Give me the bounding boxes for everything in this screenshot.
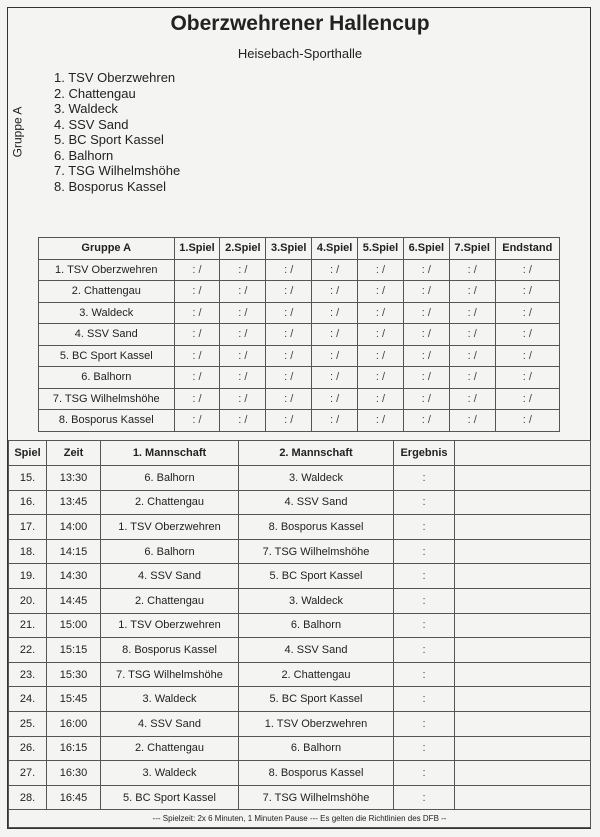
home-team: 1. TSV Oberzwehren — [101, 515, 239, 540]
away-team: 8. Bosporus Kassel — [239, 761, 394, 786]
schedule-row — [9, 515, 591, 540]
match-time: 13:45 — [47, 490, 101, 515]
score-cell: : / — [358, 324, 404, 346]
score-cell: : / — [403, 302, 449, 324]
team-list-item: 1. TSV Oberzwehren — [54, 70, 176, 85]
match-number: 23. — [9, 662, 47, 687]
result-cell: : — [394, 564, 455, 589]
home-team: 8. Bosporus Kassel — [101, 638, 239, 663]
match-number: 27. — [9, 761, 47, 786]
schedule-footer: --- Spielzeit: 2x 6 Minuten, 1 Minuten Pause --- Es gelten die Richtlinien des DFB -- — [9, 810, 591, 828]
schedule-header: Zeit — [47, 441, 101, 466]
score-cell: : / — [403, 324, 449, 346]
score-cell: : / — [358, 259, 404, 281]
home-team: 5. BC Sport Kassel — [101, 785, 239, 810]
schedule-header: Ergebnis — [394, 441, 455, 466]
score-cell: : / — [266, 302, 312, 324]
match-time: 15:45 — [47, 687, 101, 712]
score-cell: : / — [449, 410, 495, 432]
group-table-row — [39, 324, 560, 346]
score-cell: : / — [220, 410, 266, 432]
score-cell: : / — [312, 410, 358, 432]
notes-cell — [455, 588, 591, 613]
score-cell: : / — [449, 259, 495, 281]
score-cell: : / — [174, 324, 220, 346]
result-cell: : — [394, 539, 455, 564]
match-time: 14:30 — [47, 564, 101, 589]
score-cell: : / — [266, 367, 312, 389]
home-team: 3. Waldeck — [101, 761, 239, 786]
notes-cell — [455, 466, 591, 491]
team-name: 5. BC Sport Kassel — [39, 345, 175, 367]
score-cell: : / — [358, 388, 404, 410]
score-cell: : / — [495, 324, 559, 346]
away-team: 8. Bosporus Kassel — [239, 515, 394, 540]
score-cell: : / — [449, 345, 495, 367]
schedule-row — [9, 687, 591, 712]
score-cell: : / — [174, 410, 220, 432]
score-cell: : / — [266, 281, 312, 303]
score-cell: : / — [358, 345, 404, 367]
schedule-header: 1. Mannschaft — [101, 441, 239, 466]
schedule-row — [9, 490, 591, 515]
match-number: 19. — [9, 564, 47, 589]
schedule-row — [9, 711, 591, 736]
home-team: 1. TSV Oberzwehren — [101, 613, 239, 638]
notes-cell — [455, 490, 591, 515]
team-list-item: 6. Balhorn — [54, 147, 114, 163]
schedule-row — [9, 761, 591, 786]
group-table-row — [39, 345, 560, 367]
result-cell: : — [394, 761, 455, 786]
score-cell: : / — [220, 388, 266, 410]
match-number: 20. — [9, 588, 47, 613]
schedule-header — [455, 441, 591, 466]
team-name: 3. Waldeck — [39, 302, 175, 324]
result-cell: : — [394, 711, 455, 736]
team-name: 7. TSG Wilhelmshöhe — [39, 388, 175, 410]
venue: Heisebach-Sporthalle — [237, 46, 363, 61]
score-cell: : / — [312, 345, 358, 367]
match-time: 16:15 — [47, 736, 101, 761]
group-table-row — [39, 281, 560, 303]
match-number: 25. — [9, 711, 47, 736]
home-team: 6. Balhorn — [101, 539, 239, 564]
result-cell: : — [394, 736, 455, 761]
match-number: 26. — [9, 736, 47, 761]
group-table-header: 5.Spiel — [358, 238, 404, 260]
away-team: 4. SSV Sand — [239, 490, 394, 515]
score-cell: : / — [174, 259, 220, 281]
score-cell: : / — [495, 410, 559, 432]
group-table-row — [39, 410, 560, 432]
home-team: 2. Chattengau — [101, 588, 239, 613]
score-cell: : / — [174, 281, 220, 303]
away-team: 2. Chattengau — [239, 662, 394, 687]
match-time: 16:45 — [47, 785, 101, 810]
schedule-row — [9, 662, 591, 687]
schedule-row — [9, 638, 591, 663]
notes-cell — [455, 736, 591, 761]
group-table-header: Endstand — [495, 238, 559, 260]
away-team: 4. SSV Sand — [239, 638, 394, 663]
score-cell: : / — [220, 367, 266, 389]
away-team: 5. BC Sport Kassel — [239, 687, 394, 712]
score-cell: : / — [449, 388, 495, 410]
score-cell: : / — [220, 259, 266, 281]
home-team: 3. Waldeck — [101, 687, 239, 712]
schedule-header: Spiel — [9, 441, 47, 466]
away-team: 5. BC Sport Kassel — [239, 564, 394, 589]
group-table-header: 7.Spiel — [449, 238, 495, 260]
result-cell: : — [394, 785, 455, 810]
result-cell: : — [394, 588, 455, 613]
match-number: 16. — [9, 490, 47, 515]
score-cell: : / — [358, 410, 404, 432]
group-table-row — [39, 259, 560, 281]
schedule-footer-row — [9, 810, 591, 828]
match-number: 22. — [9, 638, 47, 663]
score-cell: : / — [403, 367, 449, 389]
home-team: 4. SSV Sand — [101, 711, 239, 736]
notes-cell — [455, 539, 591, 564]
score-cell: : / — [495, 259, 559, 281]
match-time: 14:15 — [47, 539, 101, 564]
score-cell: : / — [220, 302, 266, 324]
team-name: 8. Bosporus Kassel — [39, 410, 175, 432]
group-table-header: 3.Spiel — [266, 238, 312, 260]
home-team: 4. SSV Sand — [101, 564, 239, 589]
group-table-row — [39, 302, 560, 324]
score-cell: : / — [495, 367, 559, 389]
match-number: 28. — [9, 785, 47, 810]
group-standings-table — [38, 237, 560, 432]
match-time: 15:15 — [47, 638, 101, 663]
match-time: 16:00 — [47, 711, 101, 736]
match-time: 13:30 — [47, 466, 101, 491]
score-cell: : / — [174, 345, 220, 367]
team-list — [54, 70, 180, 194]
score-cell: : / — [403, 388, 449, 410]
score-cell: : / — [403, 410, 449, 432]
score-cell: : / — [495, 302, 559, 324]
score-cell: : / — [449, 281, 495, 303]
score-cell: : / — [266, 388, 312, 410]
score-cell: : / — [495, 388, 559, 410]
page-title: Oberzwehrener Hallencup — [170, 12, 430, 35]
group-table-header: 4.Spiel — [312, 238, 358, 260]
away-team: 7. TSG Wilhelmshöhe — [239, 785, 394, 810]
schedule-row — [9, 613, 591, 638]
result-cell: : — [394, 490, 455, 515]
team-list-item: 4. SSV Sand — [54, 116, 129, 132]
group-table-row — [39, 367, 560, 389]
score-cell: : / — [403, 259, 449, 281]
away-team: 6. Balhorn — [239, 736, 394, 761]
schedule-row — [9, 564, 591, 589]
notes-cell — [455, 613, 591, 638]
team-list-item: 8. Bosporus Kassel — [54, 178, 167, 194]
score-cell: : / — [174, 367, 220, 389]
match-time: 16:30 — [47, 761, 101, 786]
home-team: 2. Chattengau — [101, 490, 239, 515]
score-cell: : / — [403, 281, 449, 303]
away-team: 3. Waldeck — [239, 588, 394, 613]
score-cell: : / — [174, 388, 220, 410]
match-time: 14:45 — [47, 588, 101, 613]
group-table-header: Gruppe A — [39, 238, 175, 260]
team-name: 6. Balhorn — [39, 367, 175, 389]
match-number: 15. — [9, 466, 47, 491]
score-cell: : / — [174, 302, 220, 324]
notes-cell — [455, 662, 591, 687]
score-cell: : / — [312, 388, 358, 410]
schedule-table — [8, 440, 591, 828]
score-cell: : / — [266, 410, 312, 432]
result-cell: : — [394, 466, 455, 491]
match-time: 15:00 — [47, 613, 101, 638]
match-number: 18. — [9, 539, 47, 564]
team-list-item: 3. Waldeck — [54, 101, 118, 116]
team-list-item: 7. TSG Wilhelmshöhe — [54, 163, 181, 178]
score-cell: : / — [312, 302, 358, 324]
score-cell: : / — [220, 324, 266, 346]
home-team: 7. TSG Wilhelmshöhe — [101, 662, 239, 687]
score-cell: : / — [266, 345, 312, 367]
match-time: 15:30 — [47, 662, 101, 687]
score-cell: : / — [312, 324, 358, 346]
schedule-row — [9, 588, 591, 613]
schedule-header: 2. Mannschaft — [239, 441, 394, 466]
score-cell: : / — [358, 367, 404, 389]
result-cell: : — [394, 515, 455, 540]
group-table-row — [39, 388, 560, 410]
team-name: 1. TSV Oberzwehren — [39, 259, 175, 281]
score-cell: : / — [358, 302, 404, 324]
notes-cell — [455, 564, 591, 589]
home-team: 2. Chattengau — [101, 736, 239, 761]
score-cell: : / — [449, 324, 495, 346]
score-cell: : / — [495, 345, 559, 367]
score-cell: : / — [495, 281, 559, 303]
notes-cell — [455, 638, 591, 663]
match-time: 14:00 — [47, 515, 101, 540]
group-table-header: 2.Spiel — [220, 238, 266, 260]
group-table-header: 6.Spiel — [403, 238, 449, 260]
score-cell: : / — [449, 302, 495, 324]
group-table-header: 1.Spiel — [174, 238, 220, 260]
away-team: 6. Balhorn — [239, 613, 394, 638]
score-cell: : / — [312, 367, 358, 389]
result-cell: : — [394, 638, 455, 663]
away-team: 7. TSG Wilhelmshöhe — [239, 539, 394, 564]
score-cell: : / — [220, 281, 266, 303]
notes-cell — [455, 687, 591, 712]
notes-cell — [455, 785, 591, 810]
group-label: Gruppe A — [10, 106, 25, 158]
score-cell: : / — [358, 281, 404, 303]
away-team: 3. Waldeck — [239, 466, 394, 491]
score-cell: : / — [220, 345, 266, 367]
score-cell: : / — [266, 259, 312, 281]
result-cell: : — [394, 687, 455, 712]
score-cell: : / — [449, 367, 495, 389]
result-cell: : — [394, 662, 455, 687]
home-team: 6. Balhorn — [101, 466, 239, 491]
team-name: 2. Chattengau — [39, 281, 175, 303]
team-name: 4. SSV Sand — [39, 324, 175, 346]
away-team: 1. TSV Oberzwehren — [239, 711, 394, 736]
score-cell: : / — [403, 345, 449, 367]
team-list-item: 2. Chattengau — [54, 85, 136, 101]
score-cell: : / — [312, 281, 358, 303]
schedule-row — [9, 736, 591, 761]
schedule-row — [9, 785, 591, 810]
team-list-item: 5. BC Sport Kassel — [54, 132, 164, 147]
score-cell: : / — [266, 324, 312, 346]
match-number: 17. — [9, 515, 47, 540]
notes-cell — [455, 761, 591, 786]
schedule-row — [9, 539, 591, 564]
notes-cell — [455, 711, 591, 736]
notes-cell — [455, 515, 591, 540]
schedule-row — [9, 466, 591, 491]
match-number: 21. — [9, 613, 47, 638]
result-cell: : — [394, 613, 455, 638]
score-cell: : / — [312, 259, 358, 281]
match-number: 24. — [9, 687, 47, 712]
